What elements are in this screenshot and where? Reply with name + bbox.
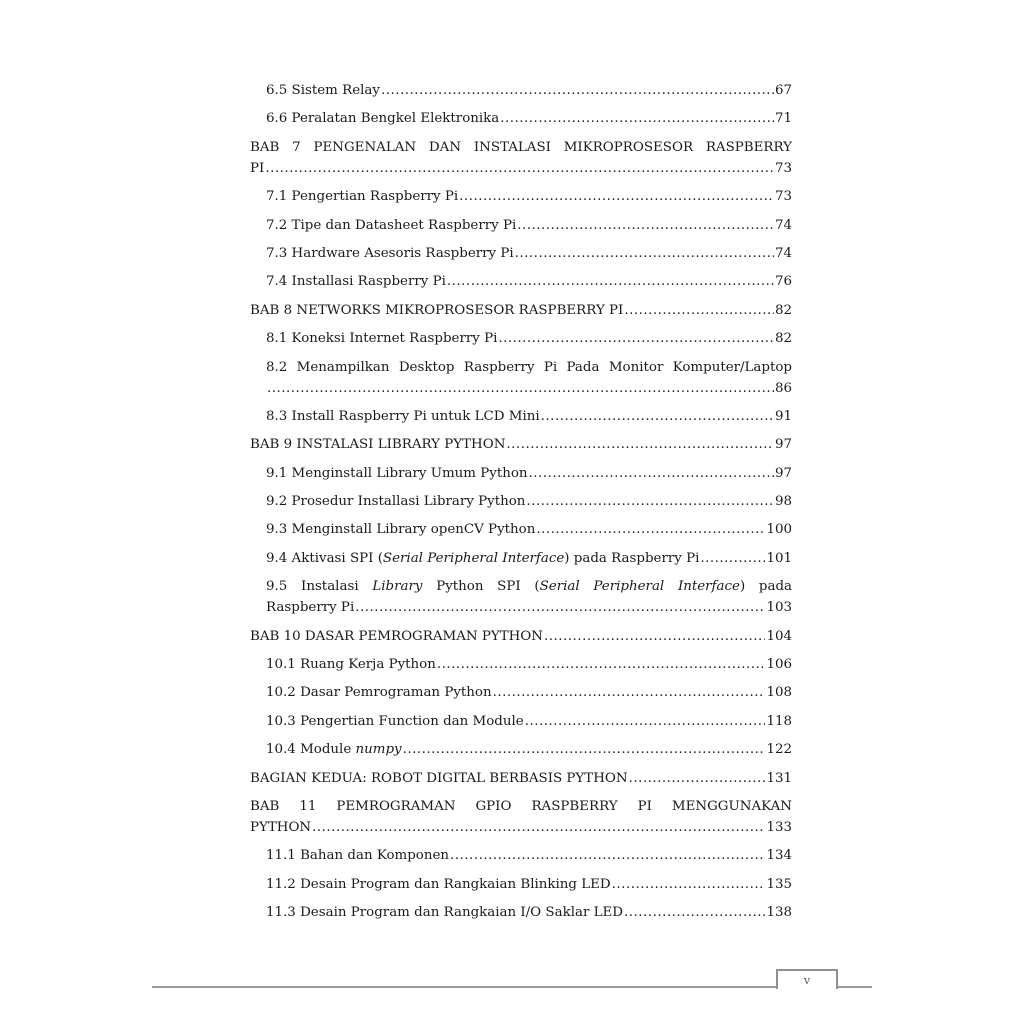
- leader-dots: [544, 626, 765, 647]
- toc-entry-10-3[interactable]: [250, 711, 792, 732]
- toc-entry-label: 6.5 Sistem Relay: [266, 83, 380, 98]
- toc-entry-label: 9.3 Menginstall Library openCV Python: [266, 522, 536, 538]
- toc-entry-label: 6.6 Peralatan Bengkel Elektronika: [266, 111, 500, 127]
- toc-entry-11-1[interactable]: [250, 845, 792, 866]
- toc-entry-10-2[interactable]: [250, 682, 792, 703]
- page-number: v: [803, 974, 811, 987]
- toc-label-part: ) pada: [739, 579, 793, 595]
- leader-dots: [517, 215, 774, 236]
- toc-entry-label: [266, 548, 699, 569]
- toc-entry-label: 8.3 Install Raspberry Pi untuk LCD Mini: [266, 408, 540, 424]
- toc-entry-label: 10.2 Dasar Pemrograman Python: [266, 685, 492, 701]
- leader-dots: [437, 654, 766, 675]
- toc-entry-10-4[interactable]: [250, 739, 792, 760]
- toc-entry-11-2[interactable]: [250, 874, 792, 895]
- leader-dots: [381, 80, 774, 101]
- leader-dots: [529, 463, 774, 484]
- toc-entry-9-3[interactable]: [250, 519, 792, 540]
- toc-entry-6-6[interactable]: [250, 108, 792, 129]
- toc-entry-9-4[interactable]: [250, 548, 792, 569]
- toc-page-number: 86: [774, 380, 792, 396]
- toc-entry-label: 7.3 Hardware Asesoris Raspberry Pi: [266, 245, 514, 261]
- toc-page-number: 101: [766, 550, 792, 566]
- toc-entry-label: 10.3 Pengertian Function dan Module: [266, 713, 524, 729]
- toc-entry-continuation: [250, 597, 792, 618]
- toc-page-number: 97: [774, 465, 792, 481]
- toc-entry-7-1[interactable]: [250, 186, 792, 207]
- toc-page-number: 71: [774, 111, 792, 127]
- toc-entry-label-cont: Raspberry Pi: [266, 600, 355, 616]
- toc-page-number: 91: [774, 408, 792, 424]
- leader-dots: [403, 739, 766, 760]
- leader-dots: [515, 243, 774, 264]
- toc-page-number: 82: [774, 331, 792, 347]
- toc-entry-label: BAGIAN KEDUA: ROBOT DIGITAL BERBASIS PYTHON: [250, 770, 628, 786]
- toc-page-number: 122: [766, 742, 792, 758]
- leader-dots: [500, 108, 774, 129]
- toc-entry-bab-8[interactable]: [250, 300, 792, 321]
- toc-page-number: 104: [766, 628, 792, 644]
- toc-entry-bagian-kedua[interactable]: [250, 768, 792, 789]
- toc-page-number: 100: [766, 522, 792, 538]
- leader-dots: [355, 597, 765, 618]
- leader-dots: [612, 874, 766, 895]
- leader-dots: [506, 434, 774, 455]
- toc-page-number: 67: [774, 83, 792, 98]
- toc-label-suffix: ) pada Raspberry Pi: [564, 550, 700, 566]
- toc-entry-7-2[interactable]: [250, 215, 792, 236]
- toc-entry-label: 11.3 Desain Program dan Rangkaian I/O Saklar LED: [266, 905, 624, 921]
- toc-page-number: 108: [766, 685, 792, 701]
- toc-label-part: 9.5 Instalasi: [266, 579, 373, 595]
- leader-dots: [459, 186, 774, 207]
- toc-page-number: 97: [774, 437, 792, 453]
- toc-entry-10-1[interactable]: [250, 654, 792, 675]
- leader-dots: [629, 768, 766, 789]
- toc-entry-7-4[interactable]: [250, 271, 792, 292]
- toc-entry-label-cont: PYTHON: [250, 819, 312, 835]
- leader-dots: [526, 491, 774, 512]
- toc-page-number: 138: [766, 905, 792, 921]
- toc-page-number: 74: [774, 245, 792, 261]
- toc-label-italic: Serial Peripheral Interface: [382, 550, 565, 566]
- page-number-tab: [776, 969, 838, 989]
- toc-page-number: 106: [766, 657, 792, 673]
- toc-entry-label: 9.1 Menginstall Library Umum Python: [266, 465, 528, 481]
- toc-page-number: 98: [774, 494, 792, 510]
- toc-entry-label: 10.1 Ruang Kerja Python: [266, 657, 436, 673]
- leader-dots: [536, 519, 765, 540]
- toc-entry-bab-9[interactable]: [250, 434, 792, 455]
- leader-dots: [624, 902, 765, 923]
- toc-entry-label: 9.2 Prosedur Installasi Library Python: [266, 494, 526, 510]
- toc-page-number: 134: [766, 848, 792, 864]
- toc-entry-continuation: [250, 378, 792, 399]
- footer-rule: [152, 986, 872, 988]
- toc-page-number: 74: [774, 217, 792, 233]
- leader-dots: [265, 158, 774, 179]
- leader-dots: [624, 300, 774, 321]
- toc-entry-label: [250, 576, 792, 597]
- leader-dots: [312, 817, 765, 838]
- toc-page-number: 73: [774, 160, 792, 176]
- table-of-contents: [250, 80, 792, 923]
- toc-label-italic: Library: [372, 579, 423, 595]
- toc-entry-label: BAB 11 PEMROGRAMAN GPIO RASPBERRY PI MENGGUNAKAN: [250, 798, 792, 814]
- toc-page-number: 135: [766, 876, 792, 892]
- toc-entry-bab-7[interactable]: [250, 137, 792, 179]
- leader-dots: [447, 271, 774, 292]
- toc-entry-label: 8.1 Koneksi Internet Raspberry Pi: [266, 331, 498, 347]
- toc-entry-bab-10[interactable]: [250, 626, 792, 647]
- toc-entry-11-3[interactable]: [250, 902, 792, 923]
- toc-entry-8-2[interactable]: [250, 357, 792, 399]
- toc-page-number: 82: [774, 302, 792, 318]
- toc-label-prefix: 9.4 Aktivasi SPI (: [266, 550, 383, 566]
- toc-entry-label: 7.1 Pengertian Raspberry Pi: [266, 189, 459, 205]
- leader-dots: [700, 548, 765, 569]
- leader-dots: [493, 682, 766, 703]
- toc-entry-label: BAB 8 NETWORKS MIKROPROSESOR RASPBERRY PI: [250, 302, 624, 318]
- toc-entry-label: 8.2 Menampilkan Desktop Raspberry Pi Pada Monitor Komputer/Laptop: [266, 359, 792, 375]
- toc-entry-label: [266, 739, 402, 760]
- toc-entry-8-1[interactable]: [250, 328, 792, 349]
- toc-entry-label-cont: PI: [250, 160, 265, 176]
- toc-entry-continuation: [250, 158, 792, 179]
- toc-entry-label: 7.2 Tipe dan Datasheet Raspberry Pi: [266, 217, 517, 233]
- toc-entry-label: BAB 9 INSTALASI LIBRARY PYTHON: [250, 437, 506, 453]
- toc-entry-8-3[interactable]: [250, 406, 792, 427]
- toc-entry-9-1[interactable]: [250, 463, 792, 484]
- toc-entry-label: 11.1 Bahan dan Komponen: [266, 848, 450, 864]
- leader-dots: [541, 406, 774, 427]
- toc-entry-continuation: [250, 817, 792, 838]
- leader-dots: [498, 328, 774, 349]
- toc-page-number: 73: [774, 189, 792, 205]
- toc-entry-label: BAB 7 PENGENALAN DAN INSTALASI MIKROPROSESOR RASPBERRY: [250, 139, 792, 155]
- toc-page-number: 118: [766, 713, 792, 729]
- toc-page-number: 133: [766, 819, 792, 835]
- toc-page-number: 131: [766, 770, 792, 786]
- toc-entry-6-5[interactable]: [250, 80, 792, 101]
- toc-entry-9-2[interactable]: [250, 491, 792, 512]
- toc-entry-bab-11[interactable]: [250, 796, 792, 838]
- toc-entry-9-5[interactable]: [250, 576, 792, 618]
- toc-label-italic: numpy: [355, 742, 402, 758]
- toc-label-italic: Serial Peripheral Interface: [539, 579, 740, 595]
- toc-entry-7-3[interactable]: [250, 243, 792, 264]
- toc-page-number: 103: [766, 600, 792, 616]
- toc-label-prefix: 10.4 Module: [266, 742, 356, 758]
- toc-entry-label: BAB 10 DASAR PEMROGRAMAN PYTHON: [250, 628, 544, 644]
- leader-dots: [450, 845, 765, 866]
- leader-dots: [525, 711, 766, 732]
- toc-entry-label: 7.4 Installasi Raspberry Pi: [266, 274, 446, 290]
- toc-label-part: Python SPI (: [436, 579, 540, 595]
- leader-dots: [267, 378, 774, 399]
- toc-page-number: 76: [774, 274, 792, 290]
- toc-entry-label: 11.2 Desain Program dan Rangkaian Blinking LED: [266, 876, 611, 892]
